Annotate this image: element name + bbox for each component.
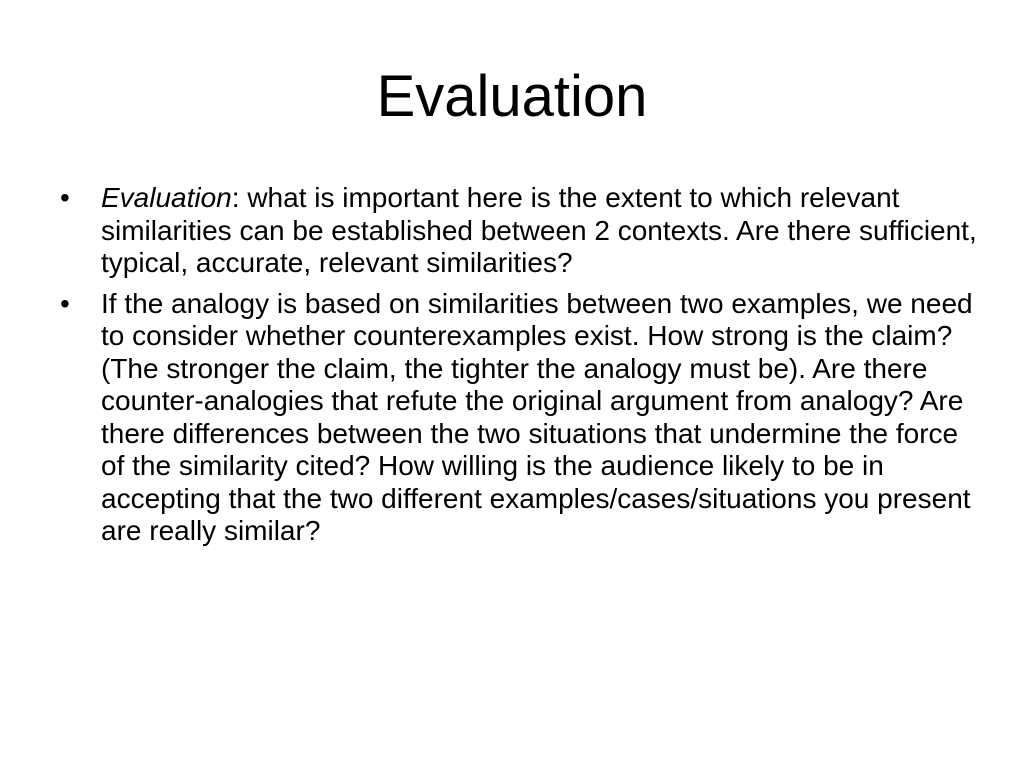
bullet-text: : what is important here is the extent to which relevant similarities can be established between 2 contexts. Are there sufficient, typical, accurate, relevant similarities? xyxy=(101,182,977,278)
bullet-item-evaluation xyxy=(60,182,980,280)
slide-title: Evaluation xyxy=(376,64,648,129)
bullet-marker: • xyxy=(60,182,70,213)
bullet-list xyxy=(60,182,980,556)
bullet-item-analogy xyxy=(60,288,980,548)
bullet-text: If the analogy is based on similarities between two examples, we need to consider whether counterexamples exist. How strong is the claim? (The stronger the claim, the tighter the analogy must be). Are there counter-analogies that refute the original argument from analogy? Are there differences between the two situations that undermine the force of the similarity cited? How willing is the audience likely to be in accepting that the two different examples/cases/situations you present are really similar? xyxy=(101,287,973,546)
bullet-marker: • xyxy=(60,287,70,319)
bullet-term: Evaluation xyxy=(101,182,232,213)
